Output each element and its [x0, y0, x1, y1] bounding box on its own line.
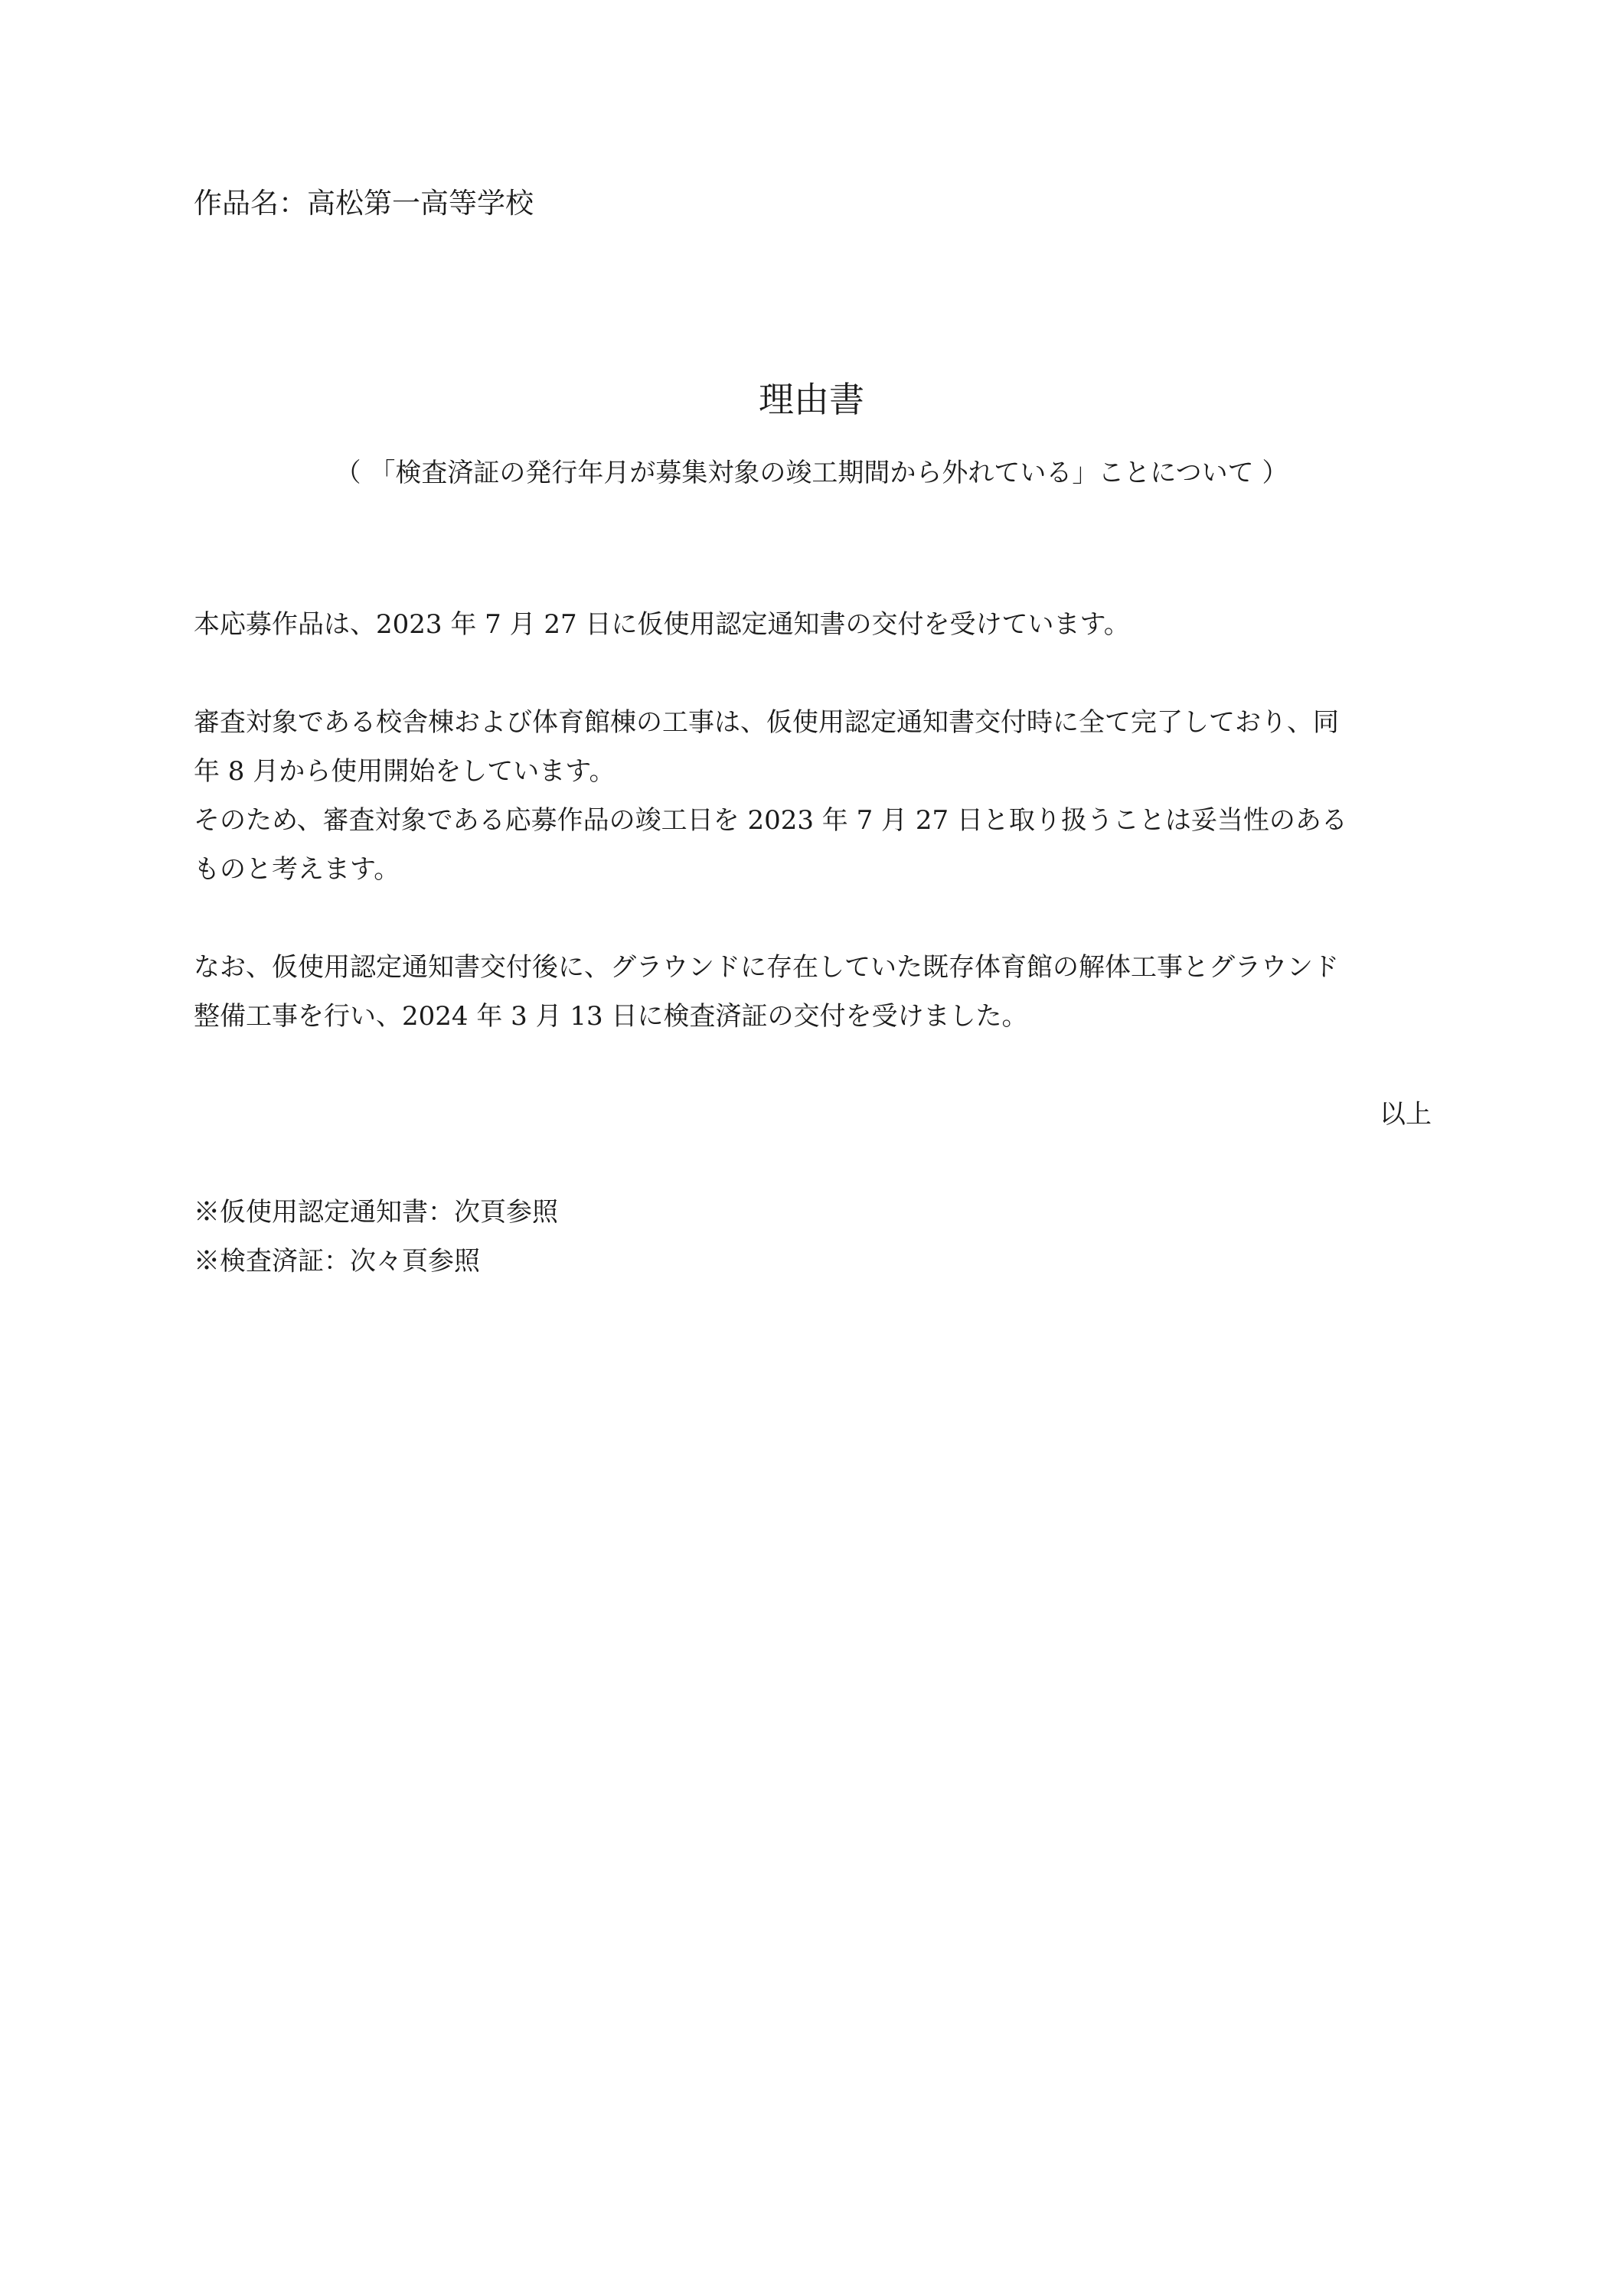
closing-remark: 以上: [1380, 1099, 1432, 1130]
paragraph-gap: [194, 894, 1449, 943]
paragraph-line: ものと考えます。: [194, 854, 400, 885]
paragraph-line: 整備工事を行い、2024 年 3 月 13 日に検査済証の交付を受けました。: [194, 1001, 1028, 1032]
reference-note: ※検査済証：次々頁参照: [194, 1246, 480, 1277]
paragraph-line: なお、仮使用認定通知書交付後に、グラウンドに存在していた既存体育館の解体工事とグラウンド: [194, 952, 1339, 983]
paragraph-line: 本応募作品は、2023 年 7 月 27 日に仮使用認定通知書の交付を受けています。: [194, 609, 1130, 640]
paragraph-line: そのため、審査対象である応募作品の竣工日を 2023 年 7 月 27 日と取り扱うことは妥当性のある: [194, 805, 1347, 836]
reference-note: ※仮使用認定通知書：次頁参照: [194, 1197, 558, 1228]
paragraph-gap: [194, 649, 1449, 698]
reference-notes: [194, 1188, 558, 1286]
work-name: 作品名：高松第一高等学校: [194, 187, 534, 220]
paragraph-line: 審査対象である校舎棟および体育館棟の工事は、仮使用認定通知書交付時に全て完了しており、同: [194, 707, 1339, 738]
document-body: [194, 600, 1449, 1041]
document-subtitle: （ 「検査済証の発行年月が募集対象の竣工期間から外れている」ことについて ）: [335, 458, 1288, 488]
paragraph-line: 年 8 月から使用開始をしています。: [194, 756, 616, 787]
document-title: 理由書: [759, 379, 864, 420]
